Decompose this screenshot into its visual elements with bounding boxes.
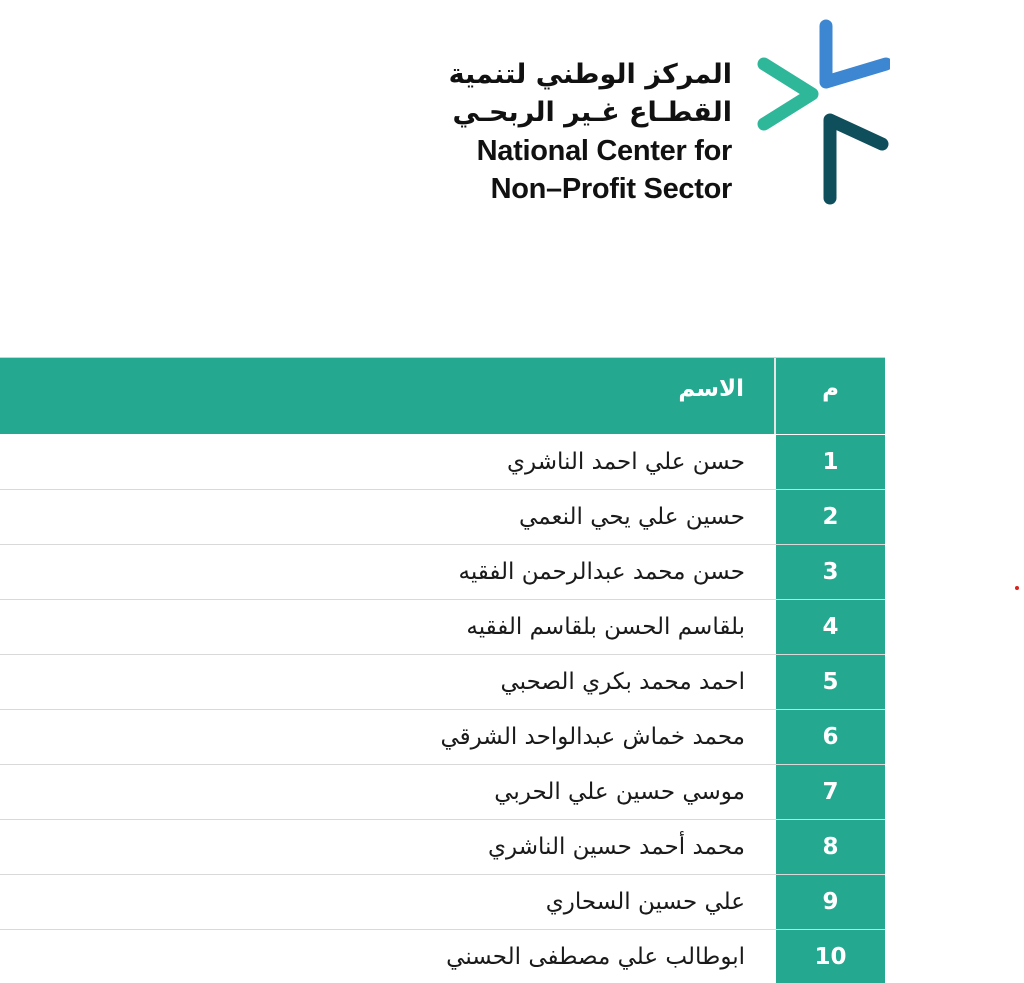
row-name: ابوطالب علي مصطفى الحسني bbox=[0, 930, 775, 983]
row-number: 1 bbox=[775, 435, 885, 489]
row-name: حسن علي احمد الناشري bbox=[0, 435, 775, 489]
logo-blue-arrow bbox=[826, 26, 886, 82]
row-number: 4 bbox=[775, 600, 885, 654]
logo-arabic-line-1: المركز الوطني لتنمية bbox=[448, 59, 732, 90]
table-row bbox=[0, 875, 885, 930]
row-number: 7 bbox=[775, 765, 885, 819]
row-number: 6 bbox=[775, 710, 885, 764]
logo-english-line-1: National Center for bbox=[476, 135, 732, 167]
logo-arrows-icon bbox=[750, 16, 890, 211]
row-name: محمد أحمد حسين الناشري bbox=[0, 820, 775, 874]
table-header-row bbox=[0, 357, 885, 435]
row-name: موسي حسين علي الحربي bbox=[0, 765, 775, 819]
table-row bbox=[0, 600, 885, 655]
table-row bbox=[0, 490, 885, 545]
row-number: 9 bbox=[775, 875, 885, 929]
row-name: احمد محمد بكري الصحبي bbox=[0, 655, 775, 709]
header-number: م bbox=[775, 358, 885, 434]
table-row bbox=[0, 655, 885, 710]
stray-red-dot bbox=[1015, 586, 1019, 590]
row-name: حسين علي يحي النعمي bbox=[0, 490, 775, 544]
logo-teal-arrow bbox=[830, 120, 882, 198]
row-name: محمد خماش عبدالواحد الشرقي bbox=[0, 710, 775, 764]
names-table bbox=[0, 357, 885, 983]
row-number: 10 bbox=[775, 930, 885, 983]
row-name: علي حسين السحاري bbox=[0, 875, 775, 929]
table-row bbox=[0, 930, 885, 983]
logo-arabic-line-2: القطـاع غـير الربحـي bbox=[452, 97, 732, 128]
logo-mint-chevron bbox=[764, 64, 812, 124]
table-row bbox=[0, 545, 885, 600]
row-number: 8 bbox=[775, 820, 885, 874]
logo-wordmark bbox=[432, 56, 732, 208]
table-row bbox=[0, 765, 885, 820]
table-row bbox=[0, 710, 885, 765]
row-name: حسن محمد عبدالرحمن الفقيه bbox=[0, 545, 775, 599]
row-number: 2 bbox=[775, 490, 885, 544]
row-number: 3 bbox=[775, 545, 885, 599]
table-body bbox=[0, 435, 885, 983]
header-name: الاسم bbox=[0, 358, 775, 434]
organization-logo bbox=[440, 16, 890, 211]
row-number: 5 bbox=[775, 655, 885, 709]
row-name: بلقاسم الحسن بلقاسم الفقيه bbox=[0, 600, 775, 654]
logo-english-line-2: Non–Profit Sector bbox=[490, 173, 732, 205]
table-row bbox=[0, 820, 885, 875]
table-row bbox=[0, 435, 885, 490]
